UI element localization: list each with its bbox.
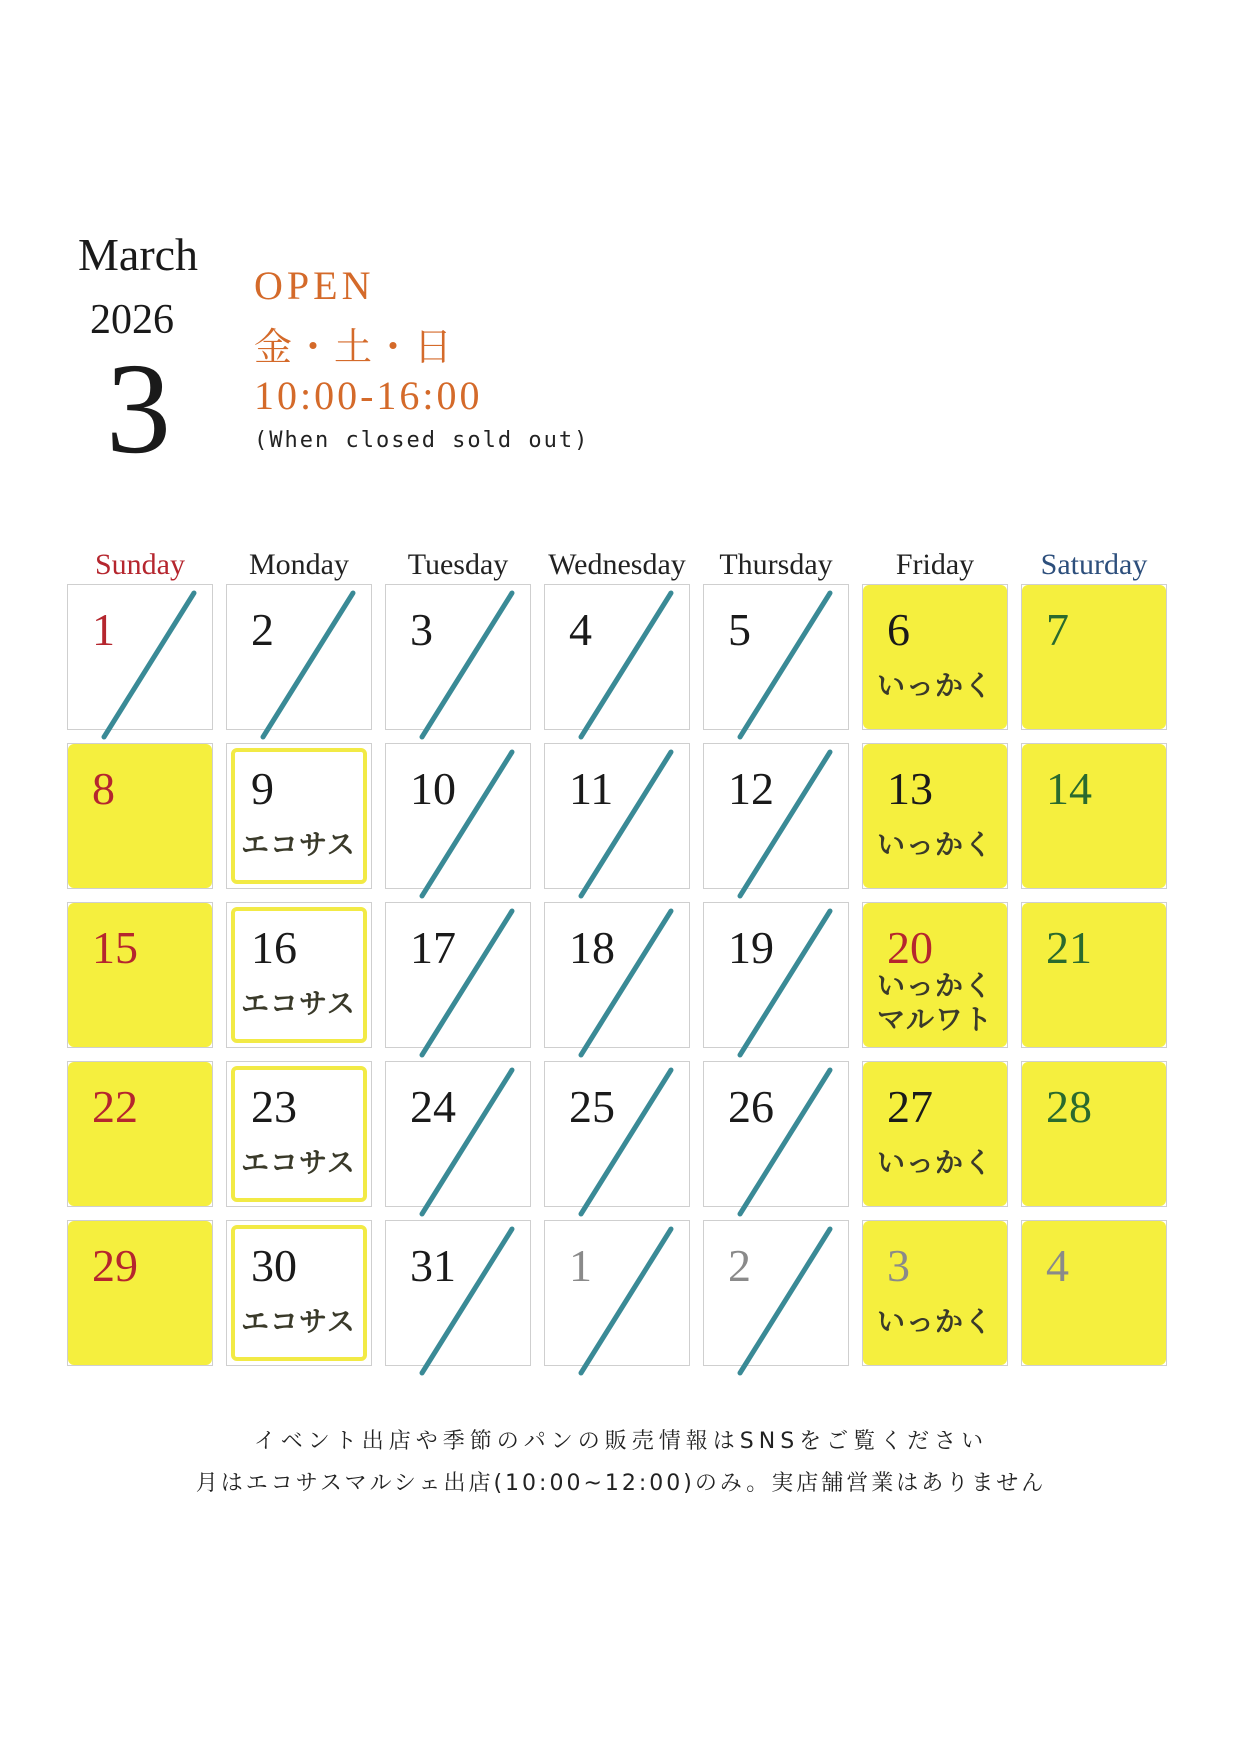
day-number: 16	[251, 922, 297, 973]
day-event-note: エコサス	[241, 1305, 356, 1338]
closed-day-slash	[386, 903, 530, 1047]
day-number: 12	[728, 763, 774, 814]
open-day-highlight	[68, 1062, 212, 1206]
calendar-day-cell	[703, 584, 849, 730]
closed-day-slash	[227, 585, 371, 729]
calendar-day-cell	[385, 584, 531, 730]
closed-day-slash	[704, 1062, 848, 1206]
calendar-day-cell	[385, 1220, 531, 1366]
calendar-day-cell	[1021, 1061, 1167, 1207]
day-event-note: いっかく	[877, 1305, 994, 1338]
closed-day-slash-line	[740, 593, 830, 737]
month-name: March	[78, 229, 199, 280]
day-number: 30	[251, 1240, 297, 1291]
day-number: 5	[728, 604, 751, 655]
calendar-day-cell	[703, 902, 849, 1048]
closed-day-slash	[704, 903, 848, 1047]
month-number: 3	[106, 337, 171, 481]
closed-day-slash-line	[581, 593, 671, 737]
calendar-day-cell	[544, 584, 690, 730]
day-number: 28	[1046, 1081, 1092, 1132]
calendar-day-cell	[67, 584, 213, 730]
calendar-day-cell	[385, 902, 531, 1048]
closed-day-slash	[545, 903, 689, 1047]
calendar-day-cell	[67, 743, 213, 889]
day-number: 4	[1046, 1240, 1069, 1291]
open-hours: 10:00-16:00	[254, 373, 483, 418]
day-number: 3	[887, 1240, 910, 1291]
day-event-note: いっかく	[877, 828, 994, 861]
calendar-day-cell	[862, 1061, 1008, 1207]
closed-day-slash-line	[581, 1229, 671, 1373]
open-day-highlight	[863, 1221, 1007, 1365]
day-event-note: いっかく	[877, 1146, 994, 1179]
calendar-day-cell	[226, 1061, 372, 1207]
closed-day-slash-line	[263, 593, 353, 737]
calendar-day-cell	[226, 902, 372, 1048]
day-number: 14	[1046, 763, 1092, 814]
closed-day-slash-line	[422, 1229, 512, 1373]
open-label: OPEN	[254, 263, 375, 308]
closed-day-slash	[545, 1221, 689, 1365]
calendar-day-cell	[703, 1220, 849, 1366]
day-event-note: いっかく	[877, 669, 994, 702]
day-number: 31	[410, 1240, 456, 1291]
calendar-day-cell	[544, 743, 690, 889]
calendar-day-cell	[862, 1220, 1008, 1366]
day-number: 4	[569, 604, 592, 655]
closed-day-slash	[704, 1221, 848, 1365]
day-number: 2	[728, 1240, 751, 1291]
day-number: 29	[92, 1240, 138, 1291]
closed-day-slash-line	[104, 593, 194, 737]
closed-day-slash	[704, 585, 848, 729]
closed-day-slash-line	[581, 1070, 671, 1214]
closed-day-slash	[704, 744, 848, 888]
day-number: 17	[410, 922, 456, 973]
footer-sns-note: イベント出店や季節のパンの販売情報はSNSをご覧ください	[253, 1429, 989, 1454]
open-day-highlight	[1022, 1221, 1166, 1365]
calendar-day-cell	[67, 1061, 213, 1207]
weekday-wednesday: Wednesday	[548, 548, 686, 581]
open-day-highlight	[1022, 585, 1166, 729]
day-number: 26	[728, 1081, 774, 1132]
open-day-highlight	[863, 744, 1007, 888]
day-number: 2	[251, 604, 274, 655]
day-number: 20	[887, 922, 933, 973]
calendar-day-cell	[385, 743, 531, 889]
calendar-day-cell	[1021, 902, 1167, 1048]
closed-day-slash-line	[422, 911, 512, 1055]
closed-day-slash-line	[740, 752, 830, 896]
calendar-day-cell	[862, 743, 1008, 889]
closed-day-slash	[386, 1221, 530, 1365]
calendar-day-cell	[67, 902, 213, 1048]
day-number: 1	[92, 604, 115, 655]
day-number: 18	[569, 922, 615, 973]
weekday-tuesday: Tuesday	[407, 548, 509, 581]
calendar-day-cell	[1021, 1220, 1167, 1366]
day-number: 8	[92, 763, 115, 814]
day-number: 23	[251, 1081, 297, 1132]
calendar-day-cell	[544, 1061, 690, 1207]
closed-day-slash	[545, 744, 689, 888]
calendar-day-cell	[67, 1220, 213, 1366]
closed-day-slash-line	[740, 1229, 830, 1373]
calendar-day-cell	[1021, 743, 1167, 889]
day-number: 24	[410, 1081, 456, 1132]
open-day-highlight	[68, 903, 212, 1047]
footer-monday-note: 月はエコサスマルシェ出店(10:00~12:00)のみ。実店舗営業はありません	[195, 1471, 1047, 1496]
weekday-sunday: Sunday	[95, 548, 185, 581]
closed-day-slash-line	[740, 911, 830, 1055]
day-number: 19	[728, 922, 774, 973]
closed-day-slash-line	[581, 911, 671, 1055]
open-day-highlight	[1022, 1062, 1166, 1206]
closed-day-slash	[386, 1062, 530, 1206]
closed-day-slash	[386, 744, 530, 888]
day-number: 13	[887, 763, 933, 814]
closed-day-slash	[545, 585, 689, 729]
calendar-day-cell	[544, 902, 690, 1048]
open-note: (When closed sold out)	[254, 428, 590, 453]
weekday-monday: Monday	[249, 548, 349, 581]
closed-day-slash	[545, 1062, 689, 1206]
calendar-day-cell	[862, 902, 1008, 1048]
open-day-highlight	[68, 1221, 212, 1365]
calendar-day-cell	[703, 743, 849, 889]
calendar-day-cell	[862, 584, 1008, 730]
day-number: 11	[569, 763, 614, 814]
calendar-day-cell	[226, 1220, 372, 1366]
day-number: 25	[569, 1081, 615, 1132]
day-number: 27	[887, 1081, 933, 1132]
open-day-highlight	[68, 744, 212, 888]
day-event-note: エコサス	[241, 828, 356, 861]
weekday-thursday: Thursday	[719, 548, 833, 581]
open-day-highlight	[863, 585, 1007, 729]
day-number: 6	[887, 604, 910, 655]
calendar-day-cell	[226, 743, 372, 889]
calendar-day-cell	[226, 584, 372, 730]
day-event-note: いっかく マルワト	[877, 969, 994, 1036]
open-day-highlight	[1022, 744, 1166, 888]
day-number: 15	[92, 922, 138, 973]
open-day-highlight	[863, 1062, 1007, 1206]
day-number: 9	[251, 763, 274, 814]
day-event-note: エコサス	[241, 1146, 356, 1179]
day-number: 3	[410, 604, 433, 655]
closed-day-slash-line	[422, 593, 512, 737]
closed-day-slash	[386, 585, 530, 729]
day-event-note: エコサス	[241, 987, 356, 1020]
closed-day-slash-line	[581, 752, 671, 896]
weekday-friday: Friday	[895, 548, 975, 581]
calendar-day-cell	[385, 1061, 531, 1207]
day-number: 21	[1046, 922, 1092, 973]
closed-day-slash	[68, 585, 212, 729]
weekday-saturday: Saturday	[1040, 548, 1148, 581]
day-number: 22	[92, 1081, 138, 1132]
calendar-day-cell	[1021, 584, 1167, 730]
calendar-day-cell	[703, 1061, 849, 1207]
open-days: 金・土・日	[254, 327, 455, 369]
closed-day-slash-line	[422, 752, 512, 896]
closed-day-slash-line	[740, 1070, 830, 1214]
closed-day-slash-line	[422, 1070, 512, 1214]
calendar-day-cell	[544, 1220, 690, 1366]
year: 2026	[90, 297, 174, 343]
open-day-highlight	[1022, 903, 1166, 1047]
day-number: 1	[569, 1240, 592, 1291]
day-number: 10	[410, 763, 456, 814]
day-number: 7	[1046, 604, 1069, 655]
